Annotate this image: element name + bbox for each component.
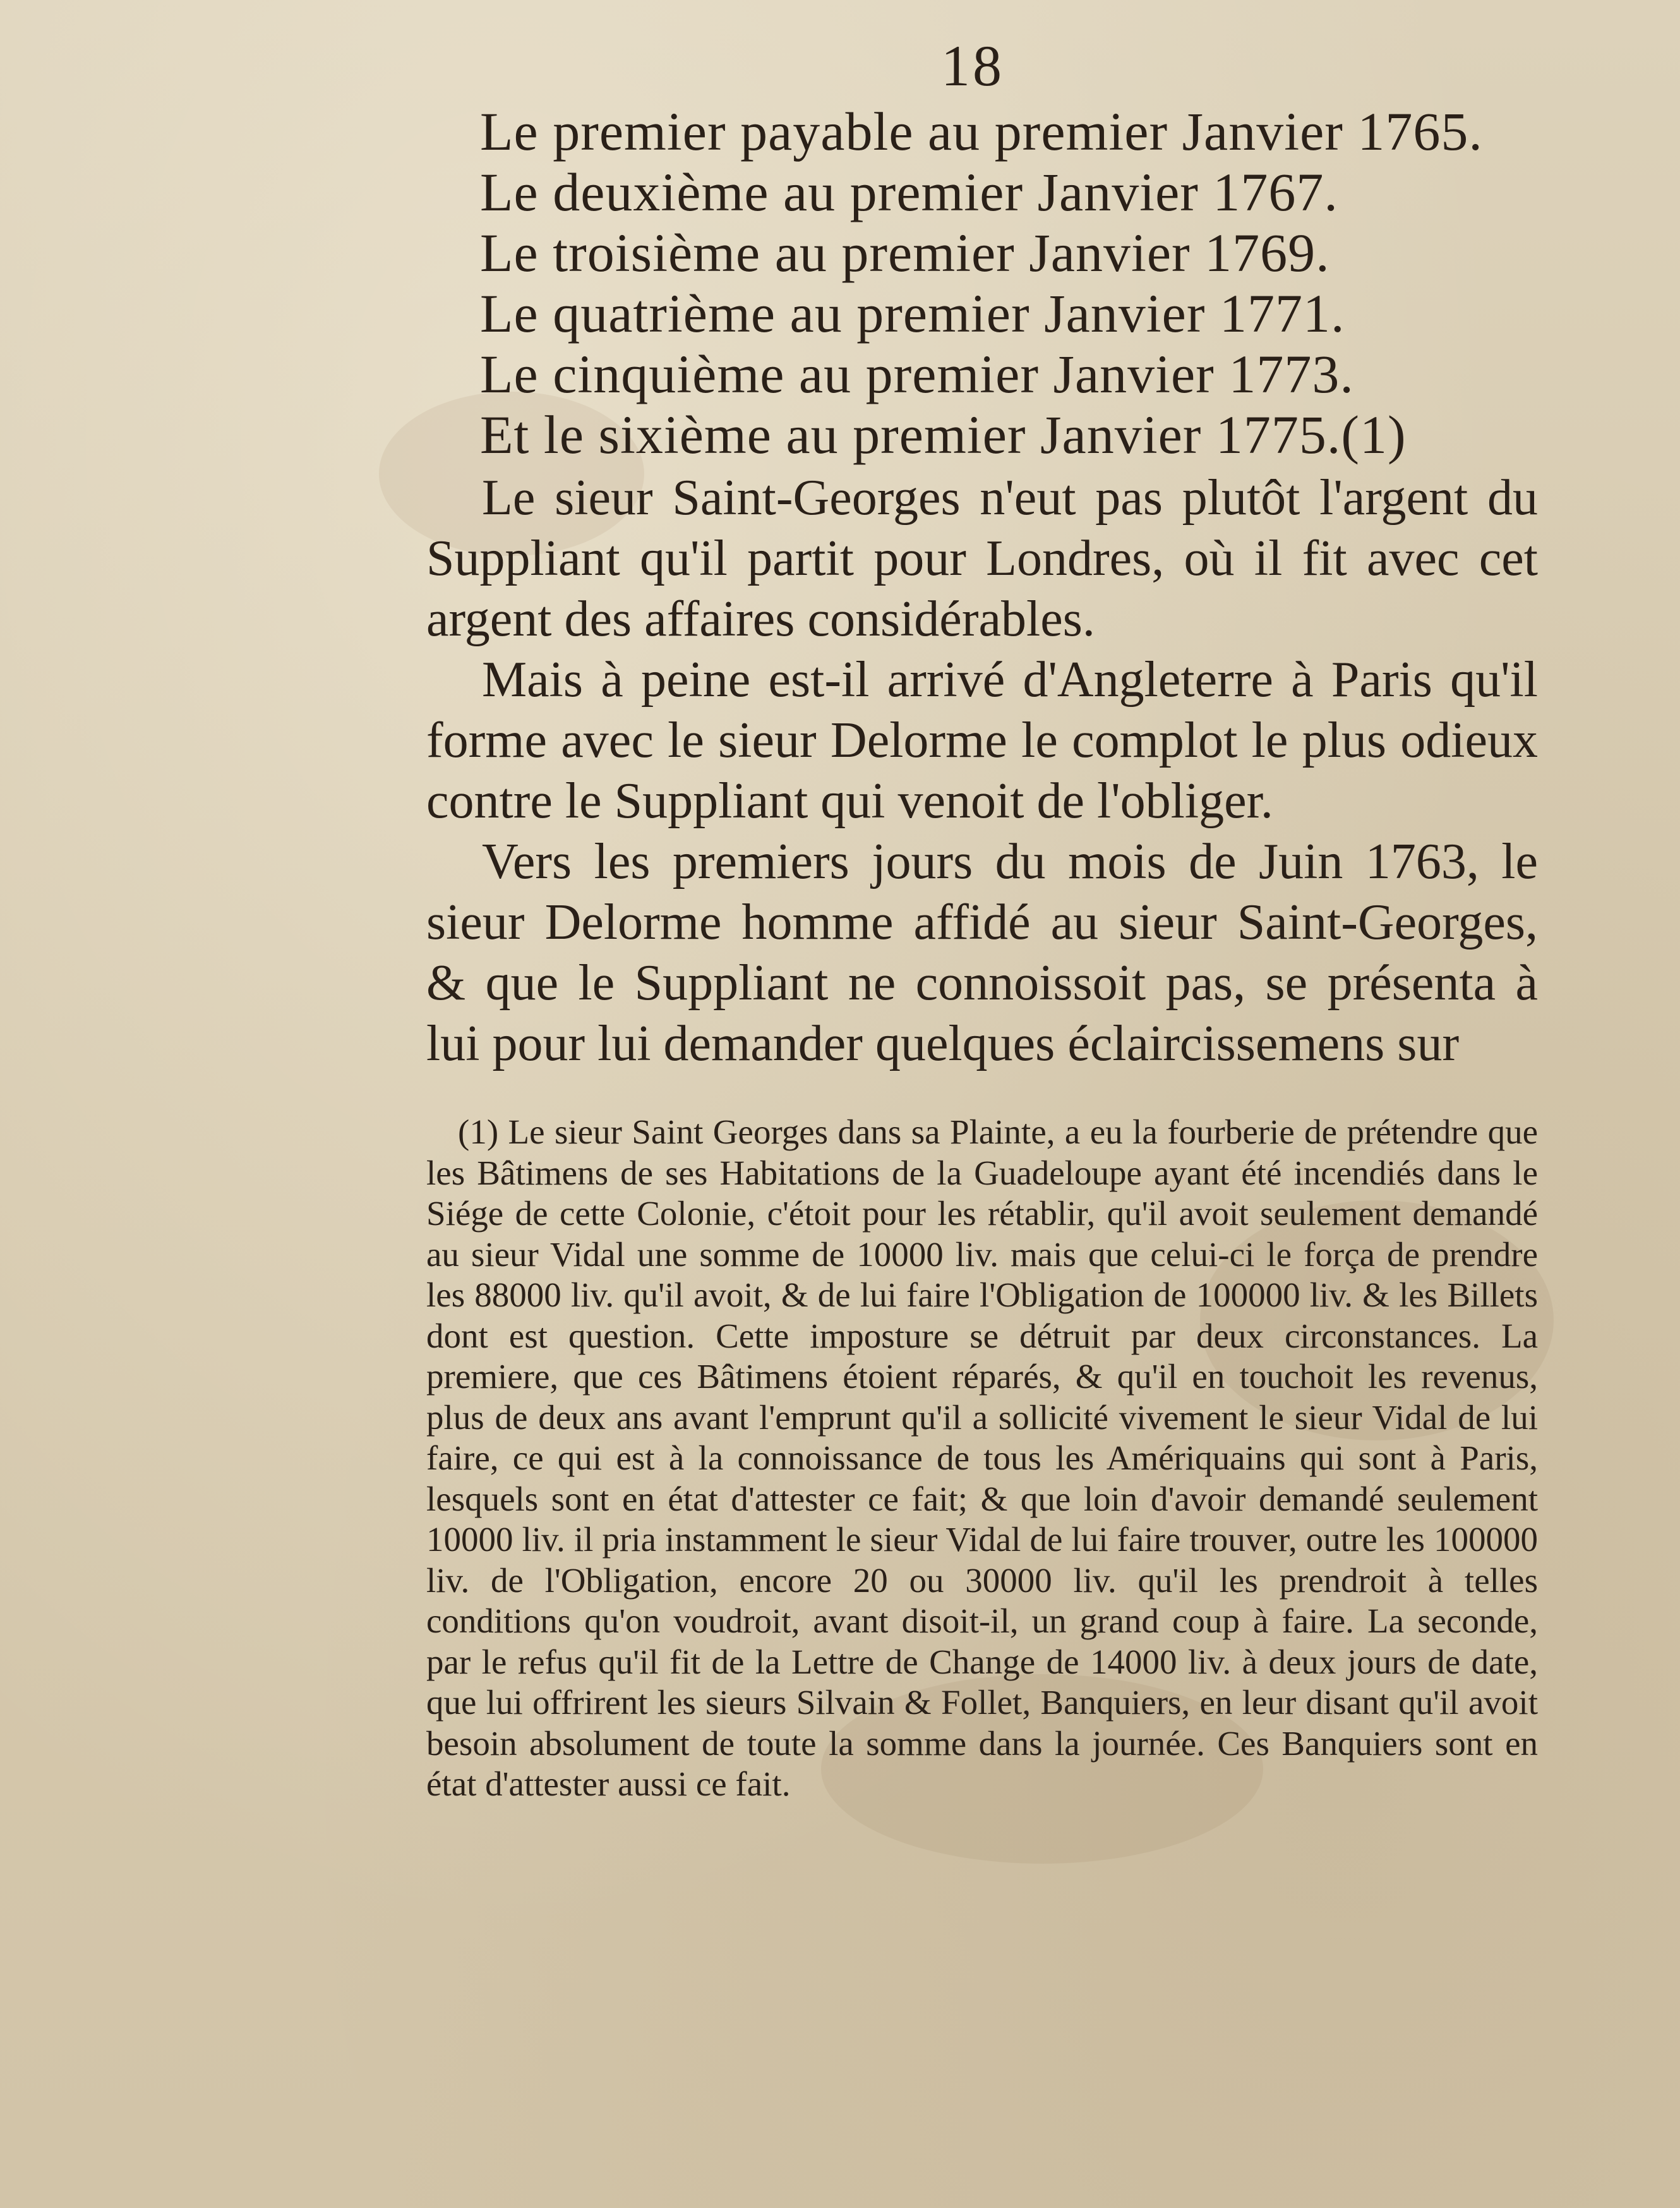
schedule-line: Le quatrième au premier Janvier 1771. (480, 283, 1345, 344)
schedule-line: Le troisième au premier Janvier 1769. (480, 222, 1330, 283)
schedule-line: Le deuxième au premier Janvier 1767. (480, 162, 1338, 222)
schedule-line: Le cinquième au premier Janvier 1773. (480, 344, 1354, 404)
payment-schedule (480, 101, 1483, 465)
body-text (426, 468, 1538, 1074)
schedule-line: Et le sixième au premier Janvier 1775.(1) (480, 404, 1407, 465)
schedule-line: Le premier payable au premier Janvier 1765. (480, 101, 1483, 162)
paragraph: Vers les premiers jours du mois de Juin 1763, le sieur Delorme homme affidé au sieur Saint-Georges, & que le Suppliant ne connoissoit pas, se présenta à lui pour lui demander quelques éclaircissemens sur (426, 834, 1538, 1071)
page-number: 18 (941, 33, 1004, 98)
paragraph: Le sieur Saint-Georges n'eut pas plutôt l'argent du Suppliant qu'il partit pour Londres, où il fit avec cet argent des affaires considérables. (426, 470, 1538, 647)
paragraph: Mais à peine est-il arrivé d'Angleterre à Paris qu'il forme avec le sieur Delorme le complot le plus odieux contre le Suppliant qui venoit de l'obliger. (426, 652, 1538, 829)
footnote: (1) Le sieur Saint Georges dans sa Plainte, a eu la fourberie de prétendre que les Bâtimens de ses Habitations de la Guadeloupe ayant été incendiés dans le Siége de cette Colonie, c'étoit pour les rétablir, qu'il avoit seulement demandé au sieur Vidal une somme de 10000 liv. mais que celui-ci le força de prendre les 88000 liv. qu'il avoit, & de lui faire l'Obligation de 100000 liv. & les Billets dont est question. Cette imposture se détruit par deux circonstances. La premiere, que ces Bâtimens étoient réparés, & qu'il en touchoit les revenus, plus de deux ans avant l'emprunt qu'il a sollicité vivement le sieur Vidal de lui faire, ce qui est à la connoissance de tous les Amériquains qui sont à Paris, lesquels sont en état d'attester ce fait; & que loin d'avoir demandé seulement 10000 liv. il pria instamment le sieur Vidal de lui faire trouver, outre les 100000 liv. de l'Obligation, encore 20 ou 30000 liv. qu'il les prendroit à telles conditions qu'on voudroit, avant disoit-il, un grand coup à faire. La seconde, par le refus qu'il fit de la Lettre de Change de 14000 liv. à deux jours de date, que lui offrirent les sieurs Silvain & Follet, Banquiers, en leur disant qu'il avoit besoin absolument de toute la somme dans la journée. Ces Banquiers sont en état d'attester aussi ce fait. (426, 1113, 1538, 1803)
